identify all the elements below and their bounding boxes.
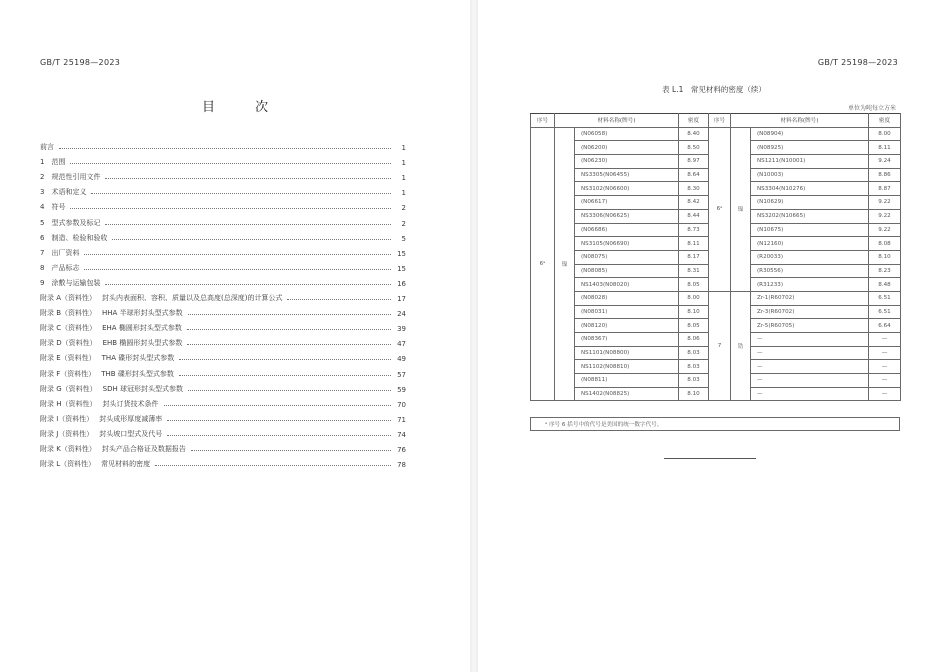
density-cell: 8.23 <box>869 264 901 278</box>
grade-cell: (N06058) <box>575 127 679 141</box>
density-cell: 8.31 <box>679 264 709 278</box>
density-cell: 8.44 <box>679 209 709 223</box>
density-cell: 8.06 <box>679 333 709 347</box>
toc-entry-label: 附录 B（资料性） <box>40 309 97 318</box>
right-page-header: GB/T 25198—2023 <box>817 58 898 67</box>
toc-entry-label: 5 型式参数及标记 <box>40 218 101 227</box>
toc-entry[interactable] <box>40 318 406 333</box>
grade-cell: — <box>751 387 869 401</box>
toc-leader-dots <box>179 359 391 360</box>
grade-cell: NS1402(N08825) <box>575 387 679 401</box>
toc-entry-subtitle: THB 碟形封头型式参数 <box>101 369 174 378</box>
toc-leader-dots <box>91 193 391 194</box>
toc-entry[interactable] <box>40 363 406 378</box>
toc-entry-label: 1 范围 <box>40 158 66 167</box>
toc-entry-page: 47 <box>397 340 406 349</box>
toc-entry[interactable] <box>40 409 406 424</box>
seq-cell: 6ᵃ <box>531 127 555 401</box>
toc-entry-page: 1 <box>401 174 406 183</box>
toc-entry-page: 57 <box>397 370 406 379</box>
toc-leader-dots <box>187 344 391 345</box>
grade-cell: (N10629) <box>751 196 869 210</box>
toc-entry[interactable] <box>40 182 406 197</box>
toc-leader-dots <box>84 269 391 270</box>
toc-entry-page: 15 <box>397 264 406 273</box>
toc-entry-label: 6 制造、检验和验收 <box>40 233 108 242</box>
toc-entry-page: 59 <box>397 385 406 394</box>
toc-entry-page: 1 <box>401 189 406 198</box>
toc-entry-page: 2 <box>401 219 406 228</box>
right-page <box>478 0 950 672</box>
column-header: 材料名称(牌号) <box>731 114 869 128</box>
toc-leader-dots <box>191 450 391 451</box>
density-cell: — <box>869 333 901 347</box>
grade-cell: NS1102(N08810) <box>575 360 679 374</box>
grade-cell: NS3105(N06690) <box>575 237 679 251</box>
toc-entry-subtitle: 封头内表面积、容积、质量以及总高度(总深度)的计算公式 <box>102 294 283 303</box>
toc-entry-label: 附录 G（资料性） <box>40 384 97 393</box>
density-cell: 8.97 <box>679 155 709 169</box>
toc-entry-label: 附录 K（资料性） <box>40 444 96 453</box>
toc-entry-label: 附录 E（资料性） <box>40 354 96 363</box>
toc-entry-label: 4 符号 <box>40 203 66 212</box>
toc-entry-label: 附录 J（资料性） <box>40 429 94 438</box>
seq-cell: 7 <box>709 291 731 401</box>
toc-entry-label: 附录 C（资料性） <box>40 324 97 333</box>
grade-cell: (N08120) <box>575 319 679 333</box>
toc-entry-page: 49 <box>397 355 406 364</box>
toc-leader-dots <box>167 420 391 421</box>
toc-entry-page: 16 <box>397 279 406 288</box>
toc-leader-dots <box>70 208 391 209</box>
density-cell: 8.42 <box>679 196 709 210</box>
table-row <box>531 291 901 305</box>
toc-entry-label: 9 涂敷与运输包装 <box>40 278 101 287</box>
grade-cell: Zr-3(R60702) <box>751 305 869 319</box>
toc-entry[interactable] <box>40 197 406 212</box>
density-cell: 6.64 <box>869 319 901 333</box>
toc-entry-label: 附录 D（资料性） <box>40 339 97 348</box>
seq-cell: 6ᵃ <box>709 127 731 291</box>
toc-leader-dots <box>164 405 392 406</box>
toc-entry-subtitle: 封头成形厚度减薄率 <box>99 414 163 423</box>
toc-entry[interactable] <box>40 152 406 167</box>
toc-entry[interactable] <box>40 288 406 303</box>
grade-cell: NS1101(N08800) <box>575 346 679 360</box>
toc-entry-subtitle: 封头订货技术条件 <box>102 399 159 408</box>
toc-entry-label: 8 产品标志 <box>40 263 80 272</box>
toc-leader-dots <box>112 239 391 240</box>
density-cell: 9.24 <box>869 155 901 169</box>
grade-cell: (N08811) <box>575 374 679 388</box>
end-rule <box>664 458 756 459</box>
grade-cell: Zr-1(R60702) <box>751 291 869 305</box>
material-group-cell: 镍 <box>731 127 751 291</box>
density-cell: 8.11 <box>869 141 901 155</box>
left-page-header: GB/T 25198—2023 <box>40 58 121 67</box>
table-row <box>531 127 901 141</box>
toc-entry-page: 2 <box>401 204 406 213</box>
density-cell: 8.03 <box>679 360 709 374</box>
toc-leader-dots <box>179 375 391 376</box>
toc-entry[interactable] <box>40 333 406 348</box>
toc-entry-subtitle: EHA 椭圆形封头型式参数 <box>102 324 182 333</box>
toc-entry[interactable] <box>40 243 406 258</box>
material-group-cell: 镍 <box>555 127 575 401</box>
density-cell: 8.86 <box>869 168 901 182</box>
grade-cell: NS3304(N10276) <box>751 182 869 196</box>
toc-leader-dots <box>105 178 391 179</box>
density-cell: 9.22 <box>869 209 901 223</box>
density-cell: 8.00 <box>869 127 901 141</box>
table-of-contents <box>40 137 406 469</box>
book-gutter <box>470 0 478 672</box>
toc-entry-label: 附录 F（资料性） <box>40 369 96 378</box>
toc-leader-dots <box>287 299 391 300</box>
density-cell: 8.05 <box>679 278 709 292</box>
toc-entry[interactable] <box>40 258 406 273</box>
toc-entry-page: 70 <box>397 400 406 409</box>
toc-leader-dots <box>188 314 391 315</box>
grade-cell: (N08925) <box>751 141 869 155</box>
density-cell: — <box>869 374 901 388</box>
density-cell: 6.51 <box>869 305 901 319</box>
toc-entry[interactable] <box>40 273 406 288</box>
density-cell: 8.73 <box>679 223 709 237</box>
toc-entry[interactable] <box>40 439 406 454</box>
toc-entry[interactable] <box>40 212 406 227</box>
density-cell: 8.08 <box>869 237 901 251</box>
toc-entry-label: 附录 H（资料性） <box>40 399 97 408</box>
toc-entry-page: 15 <box>397 249 406 258</box>
grade-cell: (R30556) <box>751 264 869 278</box>
density-cell: 6.51 <box>869 291 901 305</box>
toc-entry-subtitle: 封头坡口型式及代号 <box>99 429 163 438</box>
toc-entry-page: 1 <box>401 144 406 153</box>
toc-entry-label: 7 出厂资料 <box>40 248 80 257</box>
toc-entry-subtitle: 常见材料的密度 <box>101 460 151 469</box>
toc-leader-dots <box>59 148 391 149</box>
toc-entry[interactable] <box>40 394 406 409</box>
column-header: 密度 <box>869 114 901 128</box>
toc-entry-page: 76 <box>397 445 406 454</box>
column-header: 密度 <box>679 114 709 128</box>
toc-entry-label: 前言 <box>40 143 54 152</box>
toc-entry[interactable] <box>40 303 406 318</box>
density-cell: 8.10 <box>679 305 709 319</box>
toc-entry-subtitle: THA 碟形封头型式参数 <box>101 354 175 363</box>
density-cell: — <box>869 360 901 374</box>
toc-leader-dots <box>105 224 391 225</box>
toc-title: 目 次 <box>202 100 287 115</box>
toc-entry-page: 17 <box>397 295 406 304</box>
grade-cell: (N08075) <box>575 250 679 264</box>
column-header: 序号 <box>709 114 731 128</box>
toc-entry-subtitle: EHB 椭圆形封头型式参数 <box>102 339 183 348</box>
toc-entry-page: 24 <box>397 310 406 319</box>
toc-leader-dots <box>188 390 391 391</box>
density-cell: 8.03 <box>679 346 709 360</box>
left-page <box>0 0 470 672</box>
grade-cell: (N06230) <box>575 155 679 169</box>
toc-entry-page: 39 <box>397 325 406 334</box>
density-cell: — <box>869 387 901 401</box>
grade-cell: (N12160) <box>751 237 869 251</box>
toc-entry-page: 71 <box>397 415 406 424</box>
toc-leader-dots <box>105 284 391 285</box>
density-table <box>530 113 901 401</box>
grade-cell: (N10003) <box>751 168 869 182</box>
density-cell: 8.64 <box>679 168 709 182</box>
toc-entry-page: 74 <box>397 430 406 439</box>
density-cell: 8.40 <box>679 127 709 141</box>
density-cell: 9.22 <box>869 223 901 237</box>
density-cell: 8.05 <box>679 319 709 333</box>
grade-cell: — <box>751 333 869 347</box>
toc-leader-dots <box>155 465 391 466</box>
density-cell: 8.10 <box>869 250 901 264</box>
density-cell: 8.10 <box>679 387 709 401</box>
density-cell: 9.22 <box>869 196 901 210</box>
grade-cell: NS1211(N10001) <box>751 155 869 169</box>
toc-entry-label: 2 规范性引用文件 <box>40 173 101 182</box>
toc-leader-dots <box>84 254 391 255</box>
grade-cell: Zr-5(R60705) <box>751 319 869 333</box>
column-header: 序号 <box>531 114 555 128</box>
toc-entry-subtitle: HHA 半球形封头型式参数 <box>102 309 183 318</box>
toc-entry[interactable] <box>40 348 406 363</box>
density-cell: — <box>869 346 901 360</box>
toc-entry[interactable] <box>40 454 406 469</box>
grade-cell: (N06686) <box>575 223 679 237</box>
table-footnote: ᵃ 序号 6 括号中的代号是美国的统一数字代号。 <box>530 417 900 431</box>
grade-cell: (N06200) <box>575 141 679 155</box>
toc-leader-dots <box>187 329 391 330</box>
grade-cell: (N08904) <box>751 127 869 141</box>
toc-entry[interactable] <box>40 379 406 394</box>
density-cell: 8.50 <box>679 141 709 155</box>
density-cell: 8.11 <box>679 237 709 251</box>
column-header: 材料名称(牌号) <box>555 114 679 128</box>
grade-cell: (N06617) <box>575 196 679 210</box>
density-cell: 8.48 <box>869 278 901 292</box>
toc-entry-page: 5 <box>401 234 406 243</box>
toc-entry-page: 1 <box>401 159 406 168</box>
grade-cell: — <box>751 374 869 388</box>
toc-leader-dots <box>167 435 391 436</box>
grade-cell: NS3202(N10665) <box>751 209 869 223</box>
material-group-cell: 锆 <box>731 291 751 401</box>
grade-cell: — <box>751 360 869 374</box>
toc-entry[interactable] <box>40 137 406 152</box>
density-cell: 8.03 <box>679 374 709 388</box>
table-unit: 单位为吨每立方米 <box>847 105 896 112</box>
grade-cell: (R31233) <box>751 278 869 292</box>
toc-entry-label: 附录 L（资料性） <box>40 460 96 469</box>
toc-entry[interactable] <box>40 228 406 243</box>
grade-cell: (N08031) <box>575 305 679 319</box>
density-cell: 8.30 <box>679 182 709 196</box>
grade-cell: NS1403(N08020) <box>575 278 679 292</box>
toc-entry-page: 78 <box>397 461 406 470</box>
density-cell: 8.87 <box>869 182 901 196</box>
table-header-row <box>531 114 901 128</box>
toc-entry-subtitle: SDH 球冠形封头型式参数 <box>102 384 183 393</box>
toc-entry-label: 附录 A（资料性） <box>40 294 97 303</box>
grade-cell: NS3306(N06625) <box>575 209 679 223</box>
toc-entry[interactable] <box>40 424 406 439</box>
grade-cell: — <box>751 346 869 360</box>
grade-cell: (R20033) <box>751 250 869 264</box>
toc-entry-subtitle: 封头产品合格证及数据报告 <box>101 444 186 453</box>
grade-cell: (N10675) <box>751 223 869 237</box>
toc-entry-label: 附录 I（资料性） <box>40 414 94 423</box>
density-cell: 8.00 <box>679 291 709 305</box>
grade-cell: NS3305(N06455) <box>575 168 679 182</box>
grade-cell: (N08367) <box>575 333 679 347</box>
toc-leader-dots <box>70 163 391 164</box>
grade-cell: (N08085) <box>575 264 679 278</box>
table-title: 表 L.1 常见材料的密度（续） <box>662 85 766 94</box>
toc-entry[interactable] <box>40 167 406 182</box>
grade-cell: NS3102(N06600) <box>575 182 679 196</box>
grade-cell: (N08028) <box>575 291 679 305</box>
density-cell: 8.17 <box>679 250 709 264</box>
toc-entry-label: 3 术语和定义 <box>40 188 87 197</box>
